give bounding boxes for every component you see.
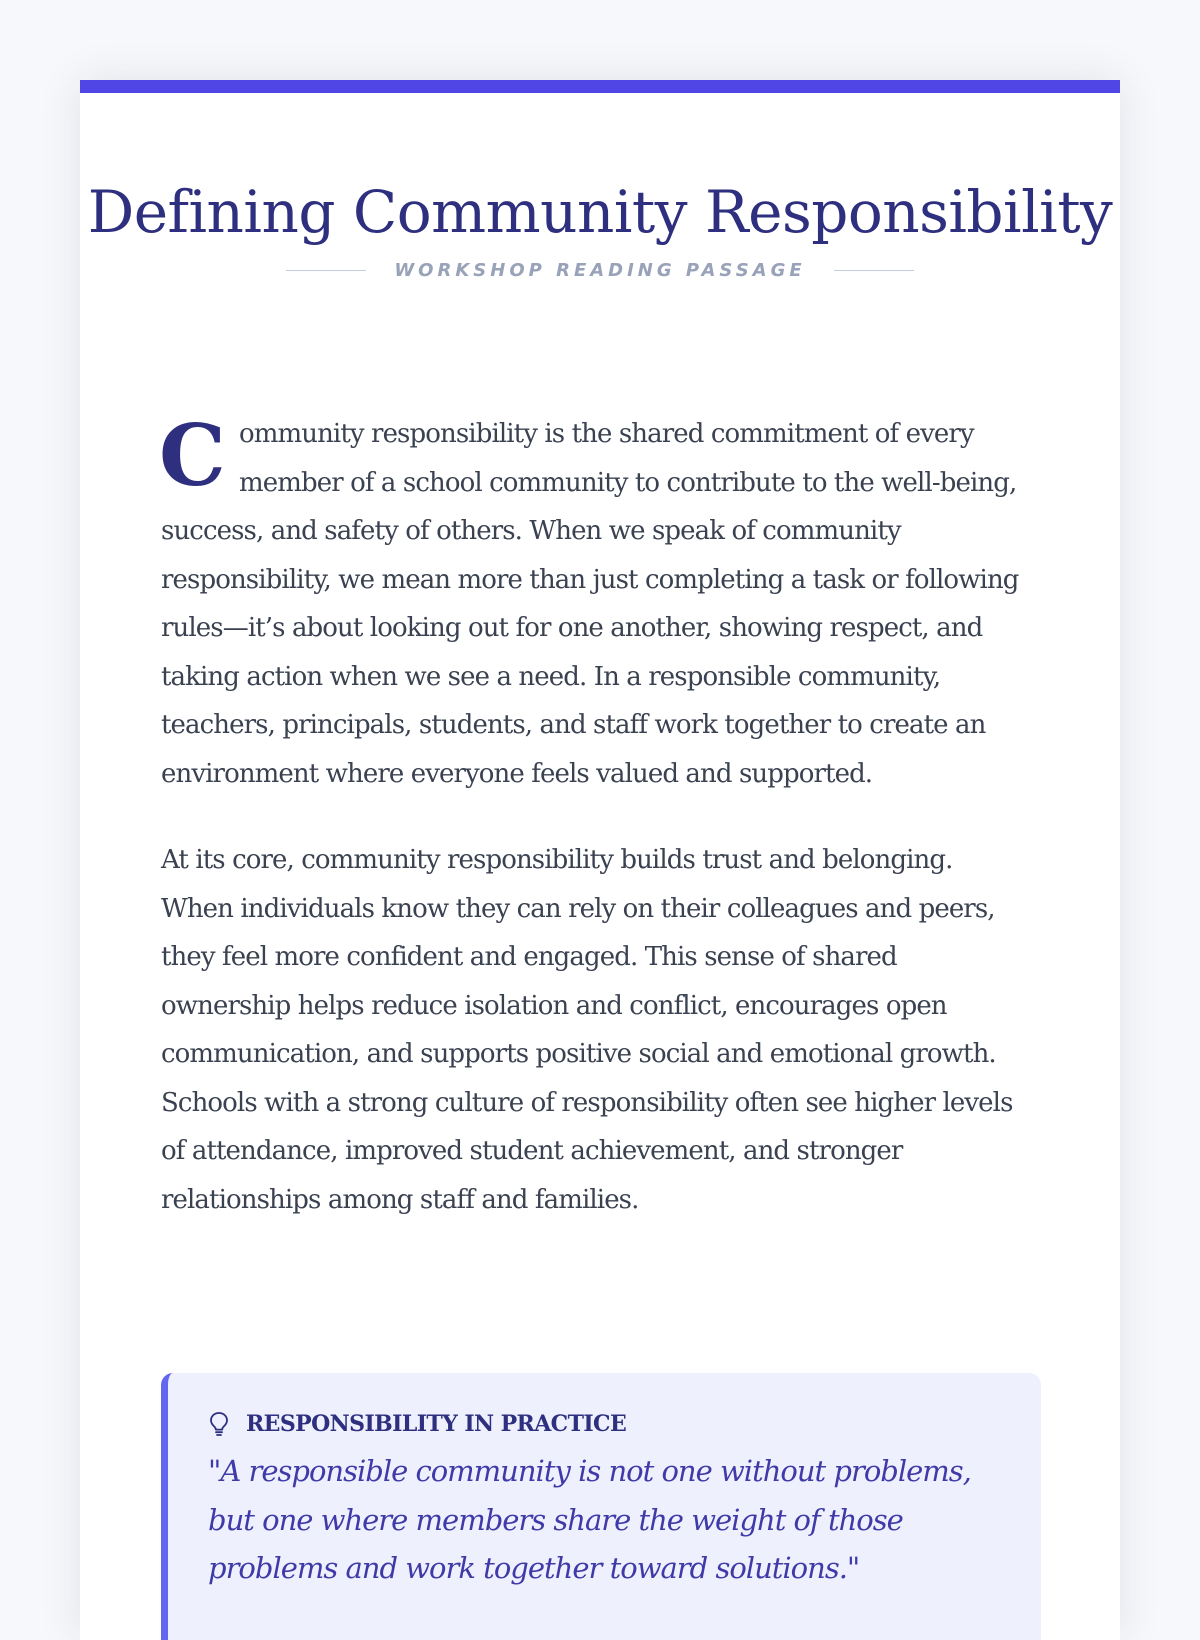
paragraph-2: At its core, community responsibility builds trust and belonging. When individuals know they can rely on their colleagues and peers, they feel more confident and engaged. This sense of shared ownership helps reduce isolation and conflict, encourages open communication, and supports positive social and emotional growth. Schools with a strong culture of responsibility often see higher levels of attendance, improved student achievement, and stronger relationships among staff and families. [161, 845, 1013, 1215]
page-title: Defining Community Responsibility [87, 178, 1113, 246]
subtitle-rule-right [834, 270, 914, 271]
page-subtitle: WORKSHOP READING PASSAGE [394, 260, 806, 281]
callout-quote: "A responsible community is not one without problems, but one where members share the weight of those problems and work together toward solutions." [208, 1454, 971, 1585]
callout-title: RESPONSIBILITY IN PRACTICE [246, 1411, 627, 1437]
passage-body [159, 406, 1031, 1224]
drop-cap: C [159, 406, 225, 505]
reading-passage-page [80, 80, 1120, 1640]
callout-header [208, 1411, 1001, 1437]
paragraph-1-text: ommunity responsibility is the shared commitment of every member of a school community to contribute to the well-being, success, and safety of others. When we speak of community responsibility, we mean more than just completing a task or following rules—it’s about looking out for one another, showing respect, and taking action when we see a need. In a responsible community, teachers, principals, students, and staff work together to create an environment where everyone feels valued and supported. [161, 419, 1019, 789]
paragraph-1 [159, 406, 1031, 798]
subtitle-rule-left [286, 270, 366, 271]
accent-bar [80, 80, 1120, 93]
lightbulb-icon [208, 1411, 230, 1437]
subtitle-row [80, 260, 1120, 281]
